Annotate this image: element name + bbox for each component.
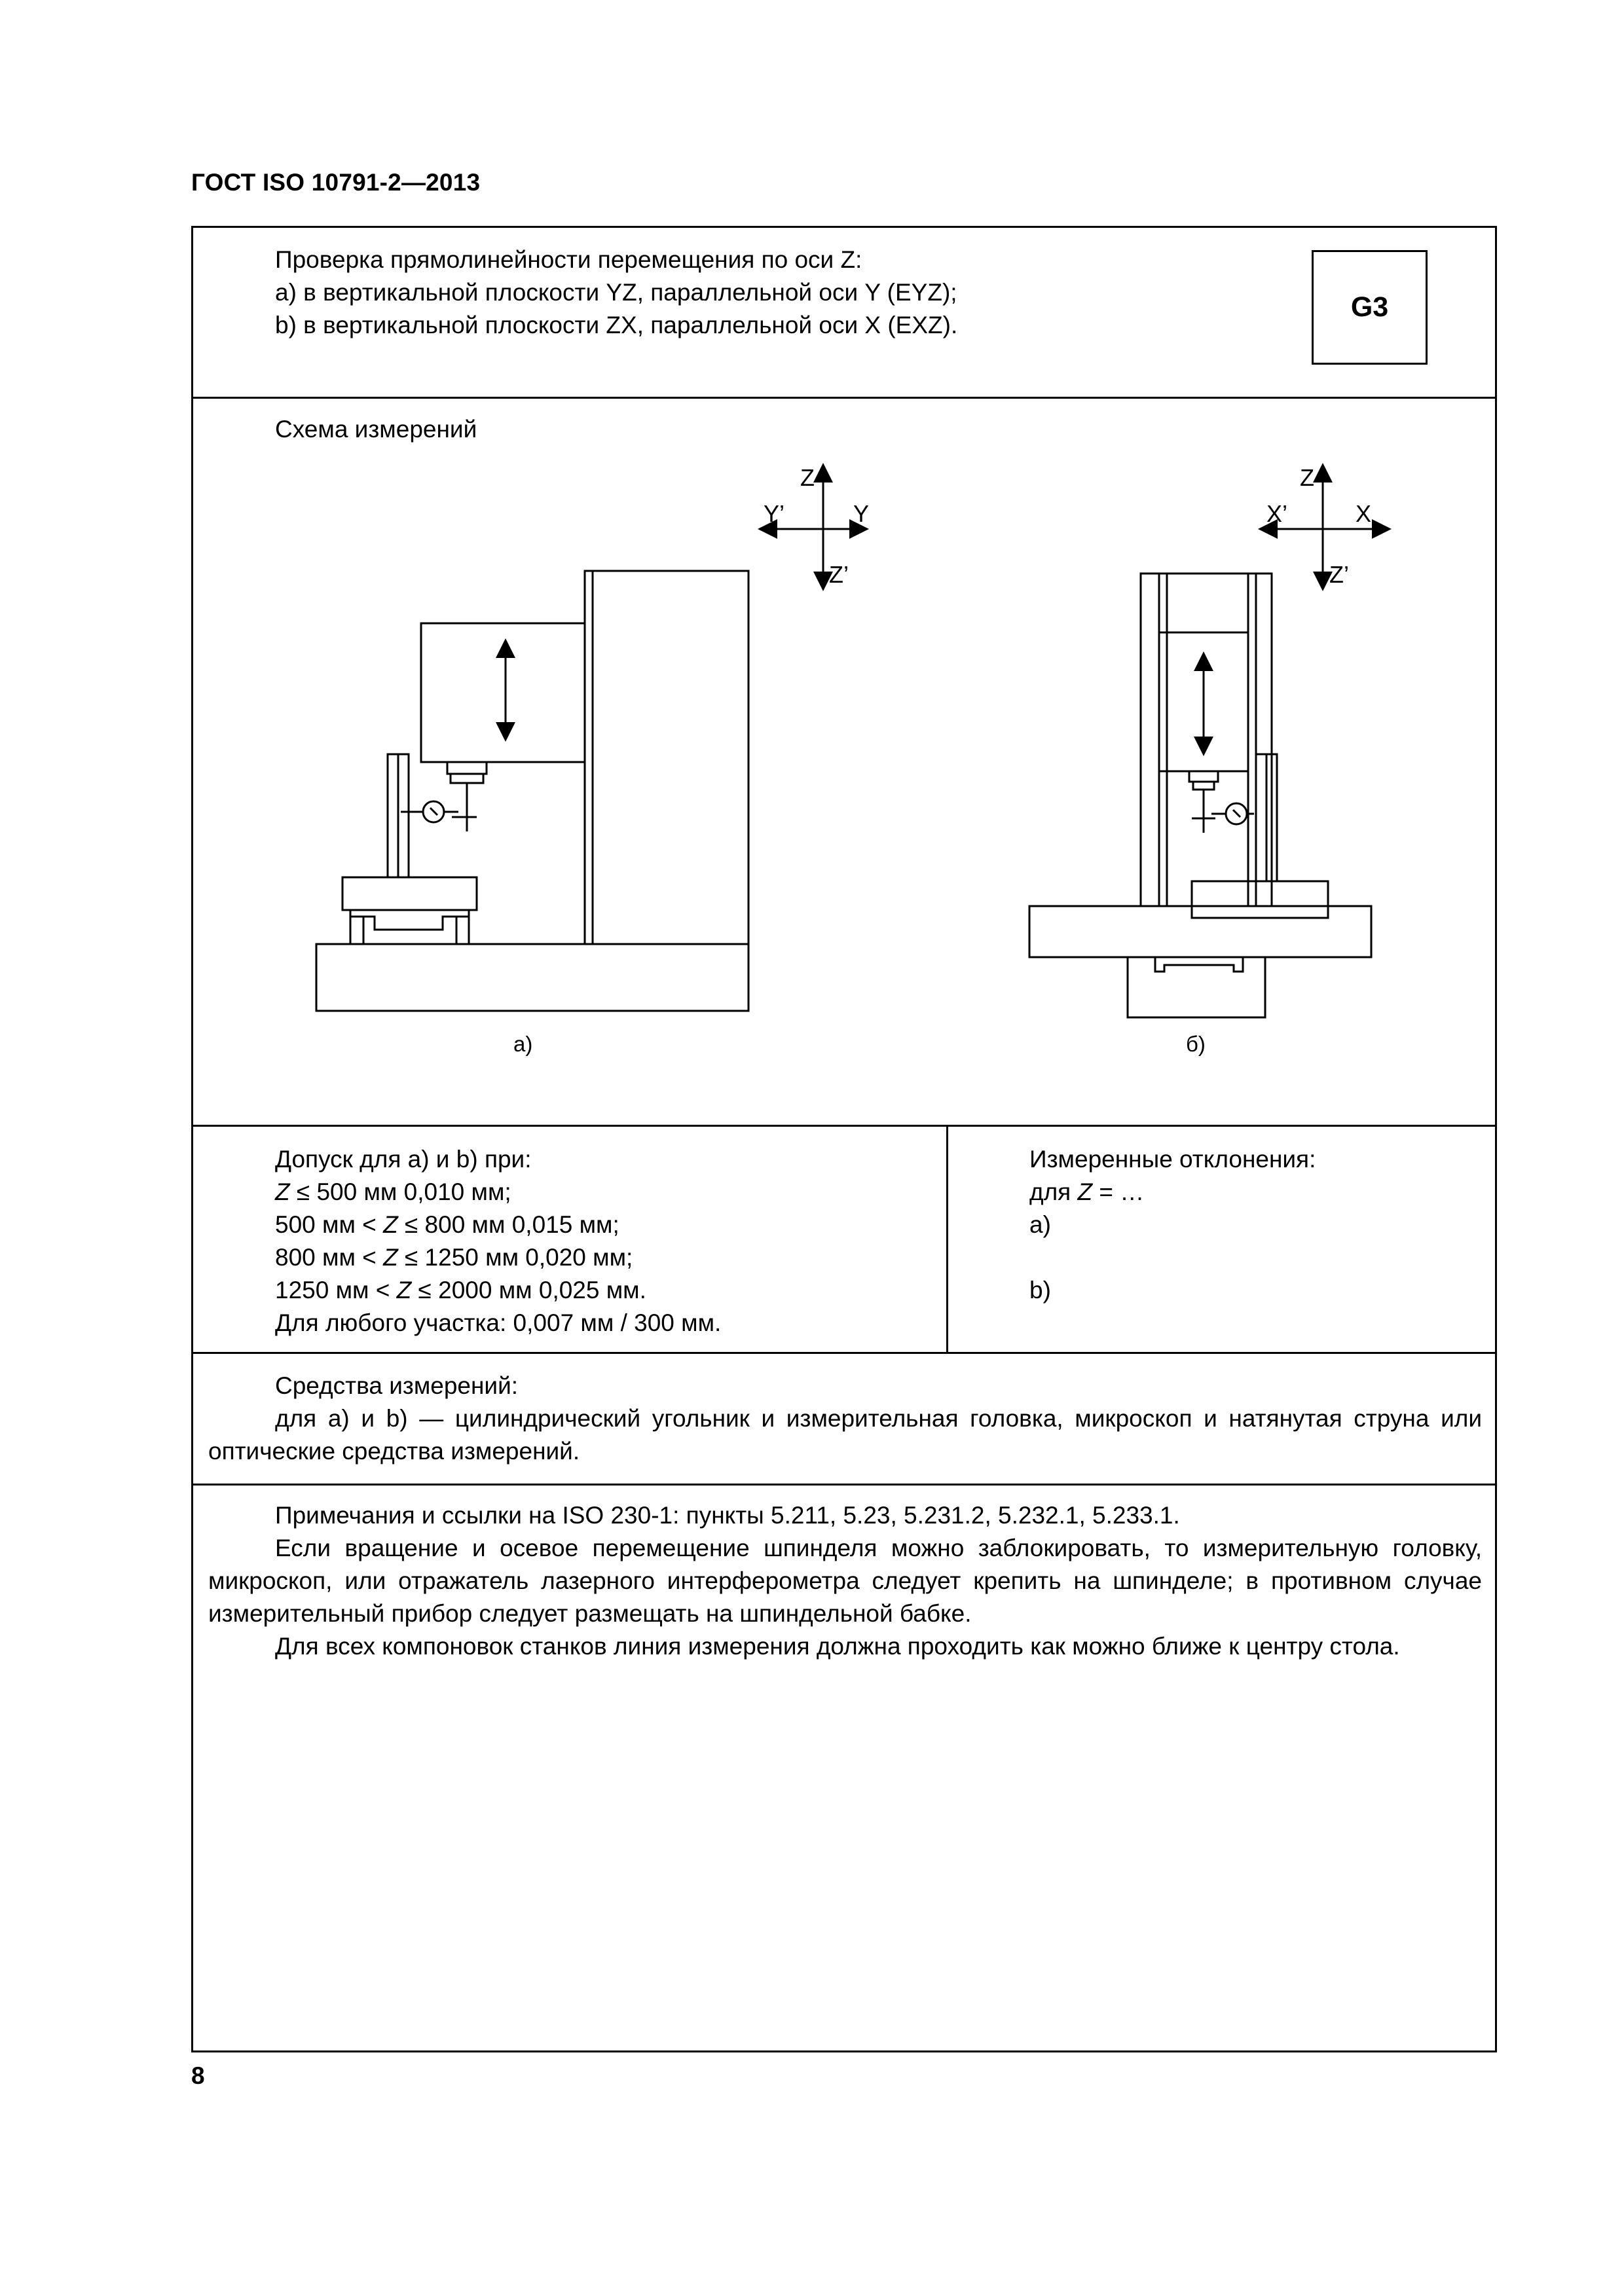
scheme-heading: Схема измерений xyxy=(275,416,477,443)
check-item-b: b) в вертикальной плоскости ZX, параллельной оси X (EXZ). xyxy=(275,312,958,338)
measured-for-z: для Z = … xyxy=(1029,1178,1145,1205)
axis-label-z: Z xyxy=(800,464,815,491)
tolerance-line: 500 мм < Z ≤ 800 мм 0,015 мм; xyxy=(275,1211,619,1238)
measured-deviations-block xyxy=(1029,1143,1475,1307)
machine-base xyxy=(316,944,748,1011)
tolerance-block xyxy=(275,1143,930,1339)
document-header: ГОСТ ISO 10791-2—2013 xyxy=(191,169,481,196)
axis-label-z: Z xyxy=(1300,464,1314,491)
notes-paragraph: Если вращение и осевое перемещение шпинделя можно заблокировать, то измерительную головку, микроскоп, или отражатель лазерного интерферометра следует крепить на шпинделе; в противном случае измерительный прибор следует размещать на шпиндельной бабке. xyxy=(208,1535,1482,1627)
tolerance-line: 1250 мм < Z ≤ 2000 мм 0,025 мм. xyxy=(275,1277,646,1303)
notes-paragraph: Примечания и ссылки на ISO 230-1: пункты 5.211, 5.23, 5.231.2, 5.232.1, 5.233.1. xyxy=(275,1502,1180,1529)
column-divider xyxy=(946,1125,948,1353)
axis-label-x: X xyxy=(1356,500,1372,527)
figure-a xyxy=(316,571,748,1011)
check-title: Проверка прямолинейности перемещения по оси Z: xyxy=(275,246,862,273)
axis-label-z-neg: Z’ xyxy=(829,561,849,588)
tolerance-heading: Допуск для a) и b) при: xyxy=(275,1146,532,1173)
tolerance-line: 800 мм < Z ≤ 1250 мм 0,020 мм; xyxy=(275,1244,633,1271)
notes-block xyxy=(208,1499,1482,1663)
test-code-box: G3 xyxy=(1312,250,1428,365)
figure-b xyxy=(1029,574,1371,1017)
divider xyxy=(193,1352,1495,1354)
check-item-a: a) в вертикальной плоскости YZ, параллельной оси Y (EYZ); xyxy=(275,279,957,306)
figure-a-caption: а) xyxy=(513,1032,533,1056)
tolerance-line: Z ≤ 500 мм 0,010 мм; xyxy=(275,1178,511,1205)
tolerance-line: Для любого участка: 0,007 мм / 300 мм. xyxy=(275,1309,722,1336)
table xyxy=(342,877,477,910)
measurement-scheme-diagram xyxy=(0,0,1624,1113)
column-front xyxy=(1141,574,1272,906)
axis-label-y: Y xyxy=(853,500,870,527)
axes-b xyxy=(1268,473,1382,581)
figure-b-caption: б) xyxy=(1186,1032,1206,1056)
page-number: 8 xyxy=(191,2062,205,2089)
instruments-heading: Средства измерений: xyxy=(275,1372,519,1399)
measured-heading: Измеренные отклонения: xyxy=(1029,1146,1316,1173)
axis-label-z-neg: Z’ xyxy=(1329,561,1349,588)
measured-a: a) xyxy=(1029,1211,1051,1238)
notes-paragraph: Для всех компоновок станков линия измерения должна проходить как можно ближе к центру стола. xyxy=(275,1633,1400,1660)
divider xyxy=(193,1484,1495,1485)
column xyxy=(585,571,748,944)
divider xyxy=(193,1125,1495,1127)
axis-label-y-neg: Y’ xyxy=(764,500,785,527)
spindle-head xyxy=(421,623,585,762)
table xyxy=(1192,881,1328,918)
instruments-block xyxy=(208,1370,1482,1468)
axis-label-x-neg: X’ xyxy=(1266,500,1288,527)
instruments-text: для a) и b) — цилиндрический угольник и измерительная головка, микроскоп и натянутая струна или оптические средства измерений. xyxy=(208,1405,1482,1465)
measured-b: b) xyxy=(1029,1277,1051,1303)
machine-base xyxy=(1029,906,1371,957)
